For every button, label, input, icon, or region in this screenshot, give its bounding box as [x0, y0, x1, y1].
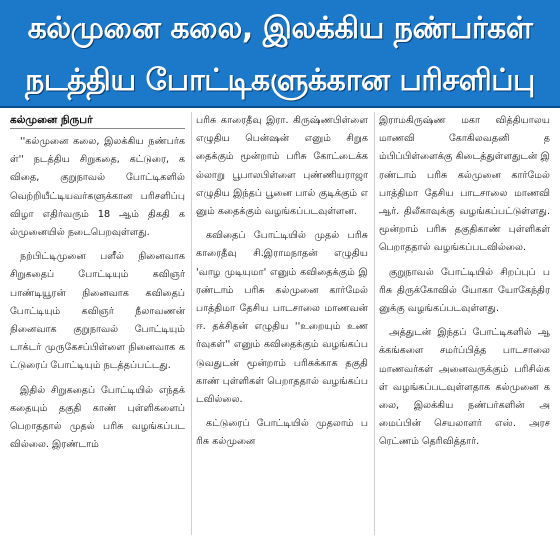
paragraph: இதில் சிறுகதைப் போட்டியில் எந்தக் கதையும் தகுதி காண் புள்ளிகளைப் பெறாததால் முதல் பரிசு வழங்கப்படவில்லை. இரண்டாம்: [10, 384, 185, 451]
article-column-2: [191, 112, 372, 535]
article-column-3: [374, 112, 554, 535]
article-columns: [6, 112, 554, 535]
paragraph: கட்டுரைப் போட்டியில் முதலாம் பரிசு கல்முனை: [196, 418, 368, 448]
headline-line-1: கல்முனை கலை, இலக்கிய நண்பர்கள்: [27, 11, 533, 46]
article-column-1: [6, 112, 189, 535]
paragraph: இராமகிருஷ்ண மகா வித்தியாலய மாணவி கோகிலவதனி தம்பிப்பிள்ளைக்கு கிடைத்துள்ளதுடன் இரண்டாம் பரிசு கல்முனை கார்மேல் பாத்திமா தேசிய பாடசாலை மாணவி ஆர். திலீகாவுக்கு வழங்கப்பட்டுள்ளது. மூன்றாம் பரிசு தகுதிகாண் புள்ளிகள் பெறாததால் வழங்கப்படவில்லை.: [379, 115, 550, 254]
paragraph: குறுநாவல் போட்டியில் சிறப்புப் பரிசு திருக்கோவில் யோகா யோகேந்திரனுக்கு வழங்கப்படவுள்ளது.: [379, 266, 550, 315]
paragraph: நற்பிட்டிமுனை பளீல் நினைவாக சிறுகதைப் போட்டியும் கவிஞர் பாண்டியூரன் நினைவாக கவிதைப் போட்டியும் கவிஞர் நீலாவணன் நினைவாக குறுநாவல் போட்டியும் டாக்டர் முருகேசப்பிள்ளை நினைவாக கட்டுரைப் போட்டியும் நடத்தப்பட்டது.: [10, 251, 185, 372]
paragraph: அத்துடன் இந்தப் போட்டிகளில் ஆக்கங்களை சமர்ப்பித்த பாடசாலை மாணவர்கள் அனைவருக்கும் பரிசில்கள் வழங்கப்படவுள்ளதாக கல்முனை கலை, இலக்கிய நண்பர்களின் அமைப்பின் செயலாளர் எஸ். அரசரெட்ணம் தெரிவித்தார்.: [379, 327, 550, 448]
byline: கல்முனை நிருபர்: [10, 112, 185, 129]
paragraph: பரிசு காரைதீவு இரா. கிருஷ்ணபிள்ளை எழுதிய பென்ஷன் எனும் சிறுகதைக்கும் மூன்றாம் பரிசு கோட்டைக்கல்லாறு பூபாலபிள்ளை புண்ணியராஜா எழுதிய இந்தப் பூனை பால் குடிக்கும் எனும் கதைக்கும் வழங்கப்படவுள்ளன.: [196, 115, 368, 218]
paragraph: கவிதைப் போட்டியில் முதல் பரிசு காரைதீவு சி.இராமநாதன் எழுதிய 'வாழ முடியுமா' எனும் கவிதைக்கும் இரண்டாம் பரிசு கல்முனை கார்மேல் பாத்திமா தேசிய பாடசாலை மாணவன் ஈ. தக்சிதன் எழுதிய ''உறையும் உணர்வுகள்'' எனும் கவிதைக்கும் வழங்கப்படுவதுடன் மூன்றாம் பரிசுக்காக தகுதி காண் புள்ளிகள் பெறாததால் வழங்கப்படவில்லை.: [196, 230, 368, 406]
headline-line-2: நடத்திய போட்டிகளுக்கான பரிசளிப்பு: [25, 63, 535, 98]
paragraph: ''கல்முனை கலை, இலக்கிய நண்பர்கள்'' நடத்திய சிறுகதை, கட்டுரை, கவிதை, குறுநாவல் போட்டிகளில் வெற்றியீட்டியவர்களுக்கான பரிசளிப்பு விழா எதிர்வரும் 18 ஆம் திகதி கல்முனையில் நடைபெறவுள்ளது.: [10, 136, 185, 239]
headline-banner: [0, 0, 560, 108]
